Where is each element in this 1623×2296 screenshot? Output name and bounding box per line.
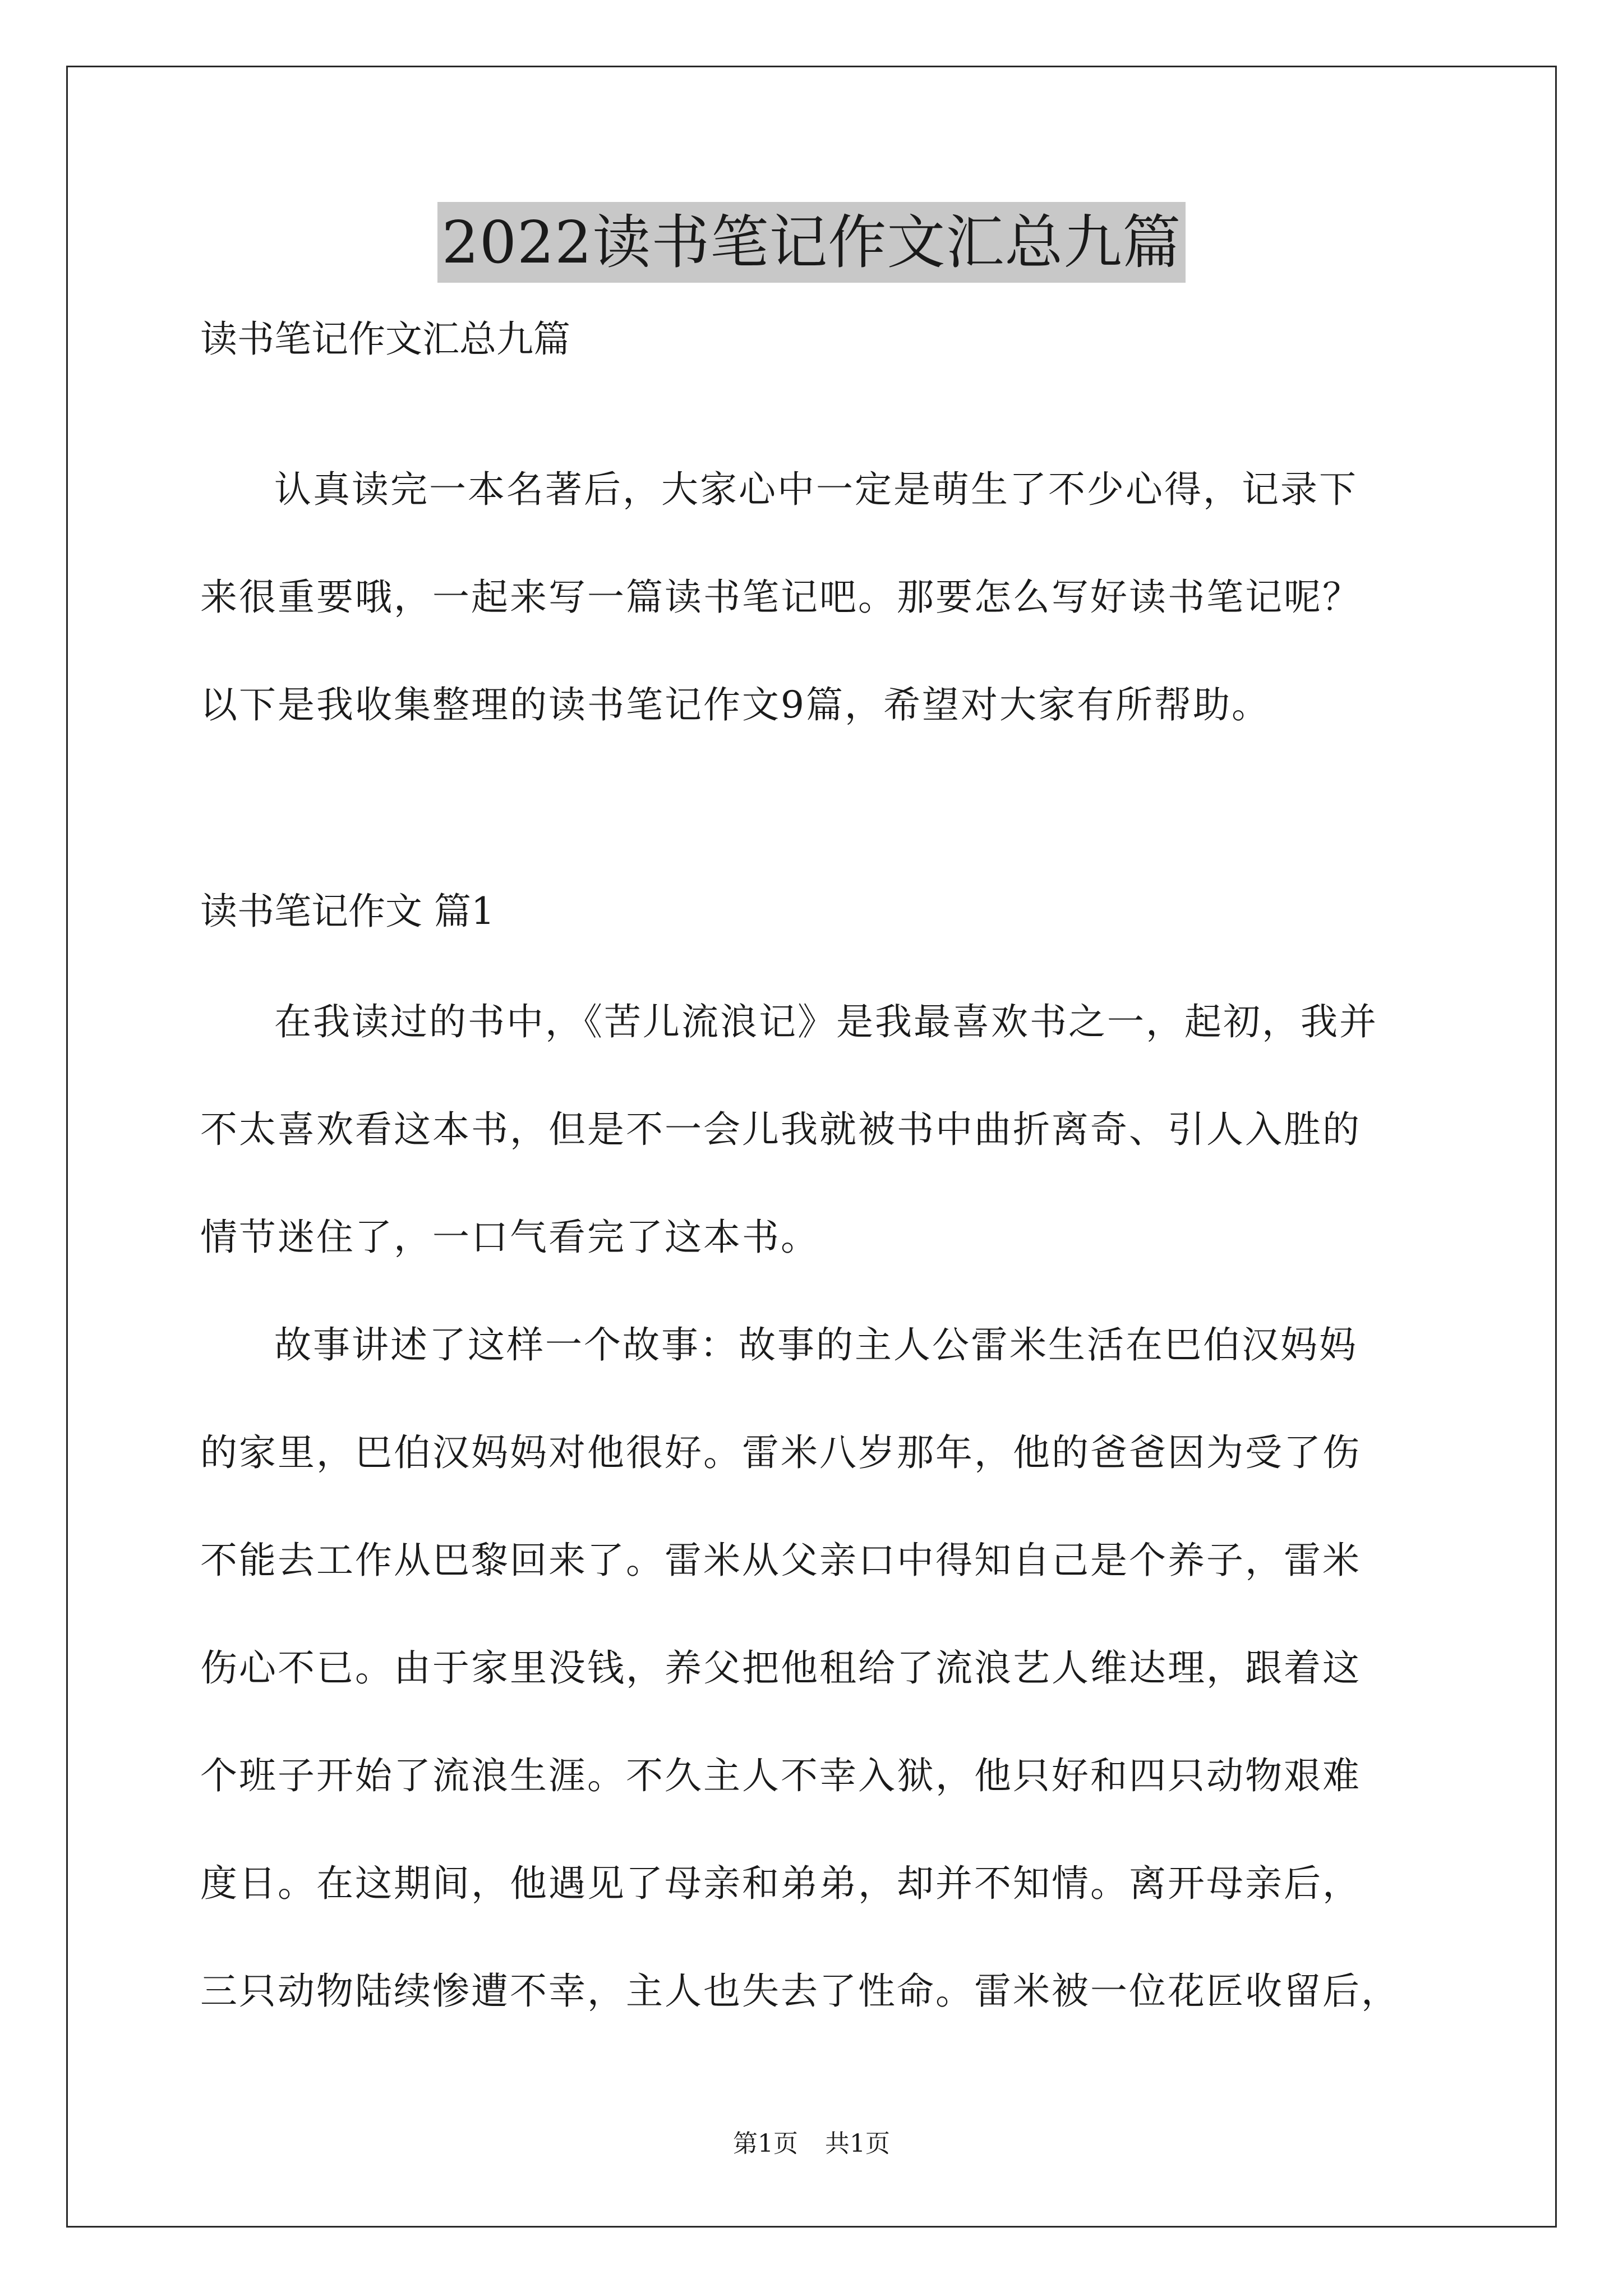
paragraph-line: 故事讲述了这样一个故事：故事的主人公雷米生活在巴伯汉妈妈 xyxy=(274,1323,1358,1366)
paragraph-line: 伤心不已。由于家里没钱，养父把他租给了流浪艺人维达理，跟着这 xyxy=(200,1646,1361,1690)
paragraph-line: 以下是我收集整理的读书笔记作文9篇，希望对大家有所帮助。 xyxy=(200,683,1270,726)
body-paragraph-2 xyxy=(200,1291,1434,2045)
paragraph-line: 在我读过的书中，《苦儿流浪记》是我最喜欢书之一，起初，我并 xyxy=(274,1000,1378,1043)
paragraph-line: 个班子开始了流浪生涯。不久主人不幸入狱，他只好和四只动物艰难 xyxy=(200,1754,1361,1797)
document-title: 2022读书笔记作文汇总九篇 xyxy=(437,202,1186,283)
title-block xyxy=(0,202,1623,283)
paragraph-line: 度日。在这期间，他遇见了母亲和弟弟，却并不知情。离开母亲后， xyxy=(200,1862,1361,1905)
paragraph-line: 的家里，巴伯汉妈妈对他很好。雷米八岁那年，他的爸爸因为受了伤 xyxy=(200,1431,1361,1474)
body-paragraph-1 xyxy=(200,968,1434,1291)
page-total: 共1页 xyxy=(825,2129,890,2158)
paragraph-line: 不太喜欢看这本书，但是不一会儿我就被书中曲折离奇、引人入胜的 xyxy=(200,1108,1361,1151)
page-number: 第1页 xyxy=(733,2129,798,2158)
paragraph-line: 情节迷住了，一口气看完了这本书。 xyxy=(200,1216,819,1259)
paragraph-line: 不能去工作从巴黎回来了。雷米从父亲口中得知自己是个养子，雷米 xyxy=(200,1539,1361,1582)
paragraph-line: 三只动物陆续惨遭不幸，主人也失去了性命。雷米被一位花匠收留后， xyxy=(200,1970,1400,2013)
paragraph-line: 认真读完一本名著后，大家心中一定是萌生了不少心得，记录下 xyxy=(274,468,1358,511)
document-subtitle: 读书笔记作文汇总九篇 xyxy=(200,318,570,361)
intro-paragraph xyxy=(200,436,1434,759)
page-footer xyxy=(0,2127,1623,2161)
section-heading: 读书笔记作文 篇1 xyxy=(200,890,495,933)
paragraph-line: 来很重要哦，一起来写一篇读书笔记吧。那要怎么写好读书笔记呢？ xyxy=(200,576,1361,619)
